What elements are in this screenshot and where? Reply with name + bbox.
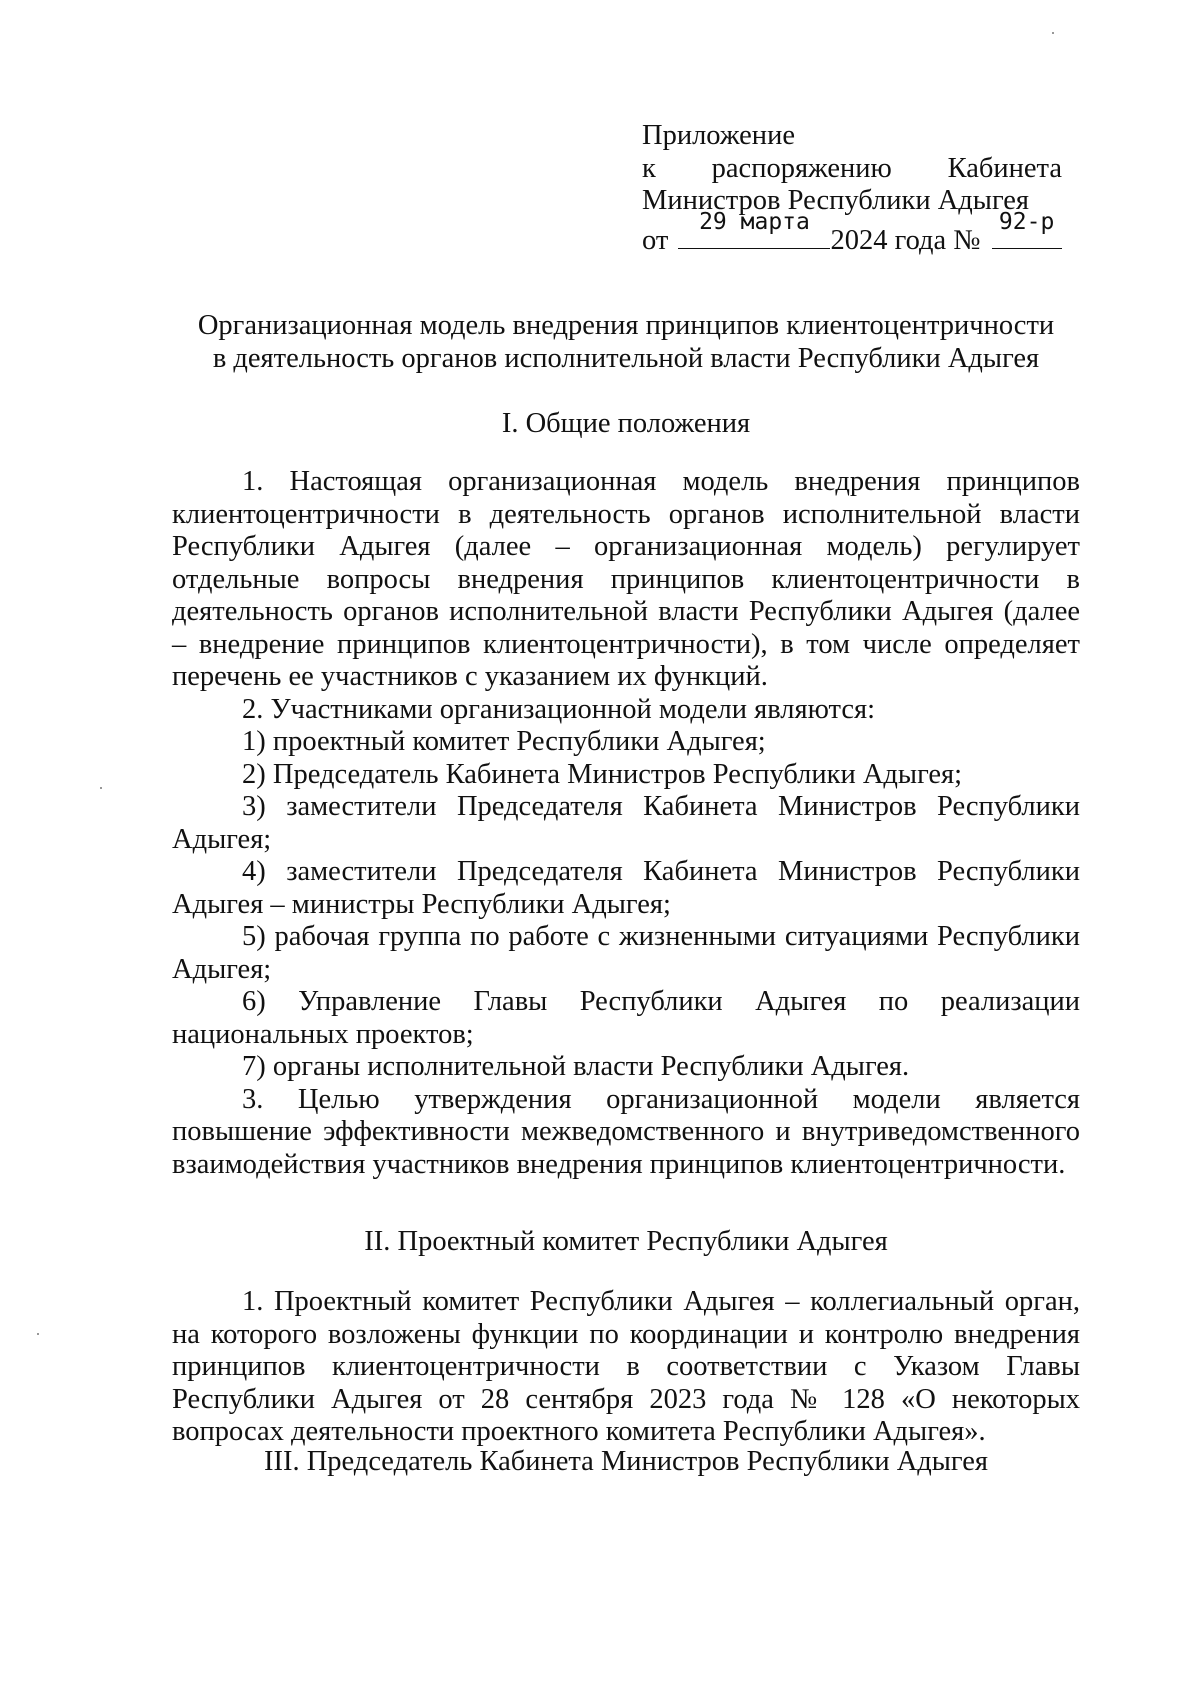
participant-item: 6) Управление Главы Республики Адыгея по реализации национальных проектов; xyxy=(172,986,1080,1050)
date-handwritten: 29 марта xyxy=(699,208,810,235)
scan-speck xyxy=(37,1333,39,1335)
section-3-heading: III. Председатель Кабинета Министров Республики Адыгея xyxy=(263,1446,988,1477)
appendix-reference-line xyxy=(642,153,1062,186)
participant-item: 2) Председатель Кабинета Министров Республики Адыгея; xyxy=(242,758,963,790)
section-1-heading: I. Общие положения xyxy=(501,408,751,439)
document-title xyxy=(172,310,1080,375)
scan-speck xyxy=(1052,32,1054,34)
appendix-header xyxy=(642,120,1062,257)
participant-item: 3) заместители Председателя Кабинета Министров Республики Адыгея; xyxy=(172,791,1080,855)
participant-item: 1) проектный комитет Республики Адыгея; xyxy=(242,726,766,757)
appendix-ministry-line: Министров Республики Адыгея xyxy=(642,185,1030,216)
date-field xyxy=(678,208,830,249)
section-1-paragraph-1: 1. Настоящая организационная модель внедрения принципов клиентоцентричности в деятельность органов исполнительной власти Республики Адыгея (далее – организационная модель) регулирует отдельные вопросы внедрения принципов клиентоцентричности в деятельность органов исполнительной власти Республики Адыгея (далее – внедрение принципов клиентоцентричности), в том числе определяет перечень ее участников с указанием их функций. xyxy=(172,466,1080,692)
number-field xyxy=(992,208,1062,249)
scan-speck xyxy=(100,787,102,789)
appendix-year-text: 2024 года № xyxy=(830,224,981,256)
section-2-heading: II. Проектный комитет Республики Адыгея xyxy=(364,1226,888,1257)
appendix-date-line xyxy=(642,208,1062,258)
participant-item: 4) заместители Председателя Кабинета Министров Республики Адыгея – министры Республики Адыгея; xyxy=(172,856,1080,920)
section-1-body xyxy=(172,466,1080,1181)
document-title-line-2: в деятельность органов исполнительной власти Республики Адыгея xyxy=(212,342,1040,374)
appendix-order-word: распоряжению xyxy=(711,152,892,184)
number-handwritten: 92-р xyxy=(998,208,1055,235)
appendix-k: к xyxy=(642,152,656,184)
document-title-line-1: Организационная модель внедрения принципов клиентоцентричности xyxy=(197,310,1055,341)
section-2-paragraph-1: 1. Проектный комитет Республики Адыгея – коллегиальный орган, на которого возложены функции по координации и контролю внедрения принципов клиентоцентричности в соответствии с Указом Главы Республики Адыгея от 28 сентября 2023 года № 128 «О некоторых вопросах деятельности проектного комитета Республики Адыгея». xyxy=(172,1286,1080,1447)
appendix-title: Приложение xyxy=(642,120,795,151)
participant-item: 7) органы исполнительной власти Республики Адыгея. xyxy=(242,1051,910,1082)
appendix-from-label: от xyxy=(642,224,669,256)
section-1-paragraph-2: 2. Участниками организационной модели являются: xyxy=(242,693,876,725)
participant-item: 5) рабочая группа по работе с жизненными ситуациями Республики Адыгея; xyxy=(172,921,1080,985)
section-1-paragraph-3: 3. Целью утверждения организационной модели является повышение эффективности межведомственного и внутриведомственного взаимодействия участников внедрения принципов клиентоцентричности. xyxy=(172,1083,1080,1180)
appendix-cabinet-word: Кабинета xyxy=(947,152,1062,184)
section-2-body xyxy=(172,1286,1080,1449)
